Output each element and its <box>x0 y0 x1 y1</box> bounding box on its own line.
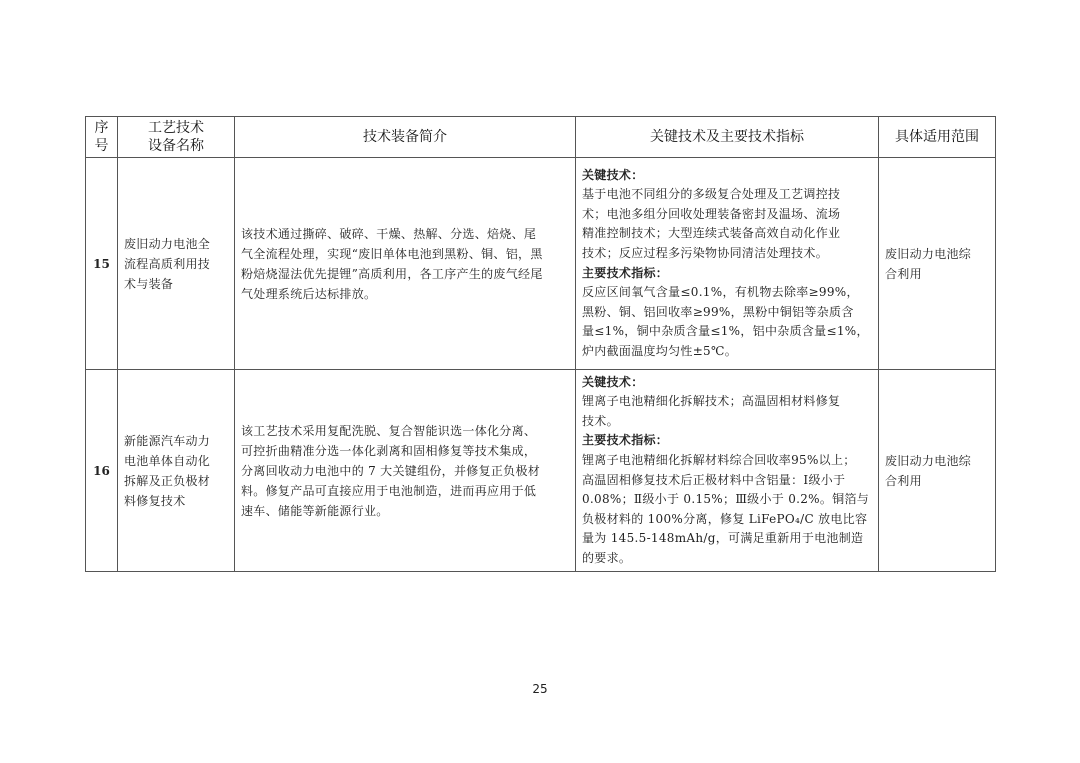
index-label: 主要技术指标： <box>582 265 669 280</box>
tech-name-line: 术与装备 <box>124 276 174 291</box>
intro-line: 气处理系统后达标排放。 <box>241 286 377 301</box>
tech-name-line: 料修复技术 <box>124 493 186 508</box>
scope-line: 合利用 <box>885 266 922 281</box>
key-tech-cell <box>576 158 879 370</box>
scope-cell <box>879 370 996 572</box>
page-number: 25 <box>532 682 548 696</box>
header-name-line: 设备名称 <box>148 138 204 154</box>
index-line: 黑粉、铜、铝回收率≥99%，黑粉中铜铝等杂质含 <box>582 304 854 319</box>
table-row <box>86 370 996 572</box>
tech-name-line: 电池单体自动化 <box>124 453 211 468</box>
header-key-tech: 关键技术及主要技术指标 <box>576 117 879 158</box>
intro-line: 该技术通过撕碎、破碎、干燥、热解、分选、焙烧、尾 <box>241 226 537 241</box>
key-tech-label: 关键技术： <box>582 167 644 182</box>
header-seq-line: 序 <box>94 120 109 136</box>
index-line: 量≤1%，铜中杂质含量≤1%，铝中杂质含量≤1%， <box>582 324 869 339</box>
scope-line: 合利用 <box>885 473 922 488</box>
key-tech-line: 精准控制技术；大型连续式装备高效自动化作业 <box>582 226 841 241</box>
key-tech-cell <box>576 370 879 572</box>
intro-line: 可控折曲精准分选一体化剥离和固相修复等技术集成， <box>241 443 537 458</box>
table-row <box>86 158 996 370</box>
index-line: 0.08%；Ⅱ级小于 0.15%；Ⅲ级小于 0.2%。铜箔与 <box>582 492 870 507</box>
header-scope: 具体适用范围 <box>879 117 996 158</box>
key-tech-label: 关键技术： <box>582 374 644 389</box>
tech-intro-cell <box>235 158 576 370</box>
key-tech-line: 技术；反应过程多污染物协同清洁处理技术。 <box>582 245 829 260</box>
tech-name-cell <box>118 370 235 572</box>
intro-line: 气全流程处理，实现“废旧单体电池到黑粉、铜、铝，黑 <box>241 246 543 261</box>
header-name-line: 工艺技术 <box>148 120 204 136</box>
scope-line: 废旧动力电池综 <box>885 246 972 261</box>
header-name <box>118 117 235 158</box>
header-seq-line: 号 <box>94 138 109 154</box>
tech-intro-cell <box>235 370 576 572</box>
index-line: 高温固相修复技术后正极材料中含铝量：Ⅰ级小于 <box>582 472 846 487</box>
intro-line: 该工艺技术采用复配洗脱、复合智能识选一体化分离、 <box>241 423 537 438</box>
index-line: 的要求。 <box>582 550 632 565</box>
technology-table <box>85 116 996 572</box>
index-line: 锂离子电池精细化拆解材料综合回收率95%以上； <box>582 452 856 467</box>
row-number: 15 <box>86 158 118 370</box>
tech-name-line: 废旧动力电池全 <box>124 236 211 251</box>
key-tech-line: 术；电池多组分回收处理装备密封及温场、流场 <box>582 206 841 221</box>
key-tech-line: 锂离子电池精细化拆解技术；高温固相材料修复 <box>582 394 841 409</box>
tech-name-line: 拆解及正负极材 <box>124 473 211 488</box>
index-line: 反应区间氧气含量≤0.1%，有机物去除率≥99%， <box>582 285 859 300</box>
index-label: 主要技术指标： <box>582 433 669 448</box>
index-line: 炉内截面温度均匀性±5℃。 <box>582 343 738 358</box>
intro-line: 料。修复产品可直接应用于电池制造，进而再应用于低 <box>241 483 537 498</box>
key-tech-line: 技术。 <box>582 413 619 428</box>
intro-line: 分离回收动力电池中的 7 大关键组份，并修复正负极材 <box>241 463 541 478</box>
key-tech-line: 基于电池不同组分的多级复合处理及工艺调控技 <box>582 187 841 202</box>
intro-line: 粉焙烧湿法优先提锂”高质利用，各工序产生的废气经尾 <box>241 266 543 281</box>
row-number: 16 <box>86 370 118 572</box>
scope-line: 废旧动力电池综 <box>885 453 972 468</box>
header-seq <box>86 117 118 158</box>
index-line: 负极材料的 100%分离，修复 LiFePO₄/C 放电比容 <box>582 511 868 526</box>
table-header-row <box>86 117 996 158</box>
scope-cell <box>879 158 996 370</box>
tech-name-cell <box>118 158 235 370</box>
intro-line: 速车、储能等新能源行业。 <box>241 503 389 518</box>
tech-name-line: 流程高质利用技 <box>124 256 211 271</box>
tech-name-line: 新能源汽车动力 <box>124 433 211 448</box>
header-intro: 技术装备简介 <box>235 117 576 158</box>
index-line: 量为 145.5-148mAh/g，可满足重新用于电池制造 <box>582 531 864 546</box>
